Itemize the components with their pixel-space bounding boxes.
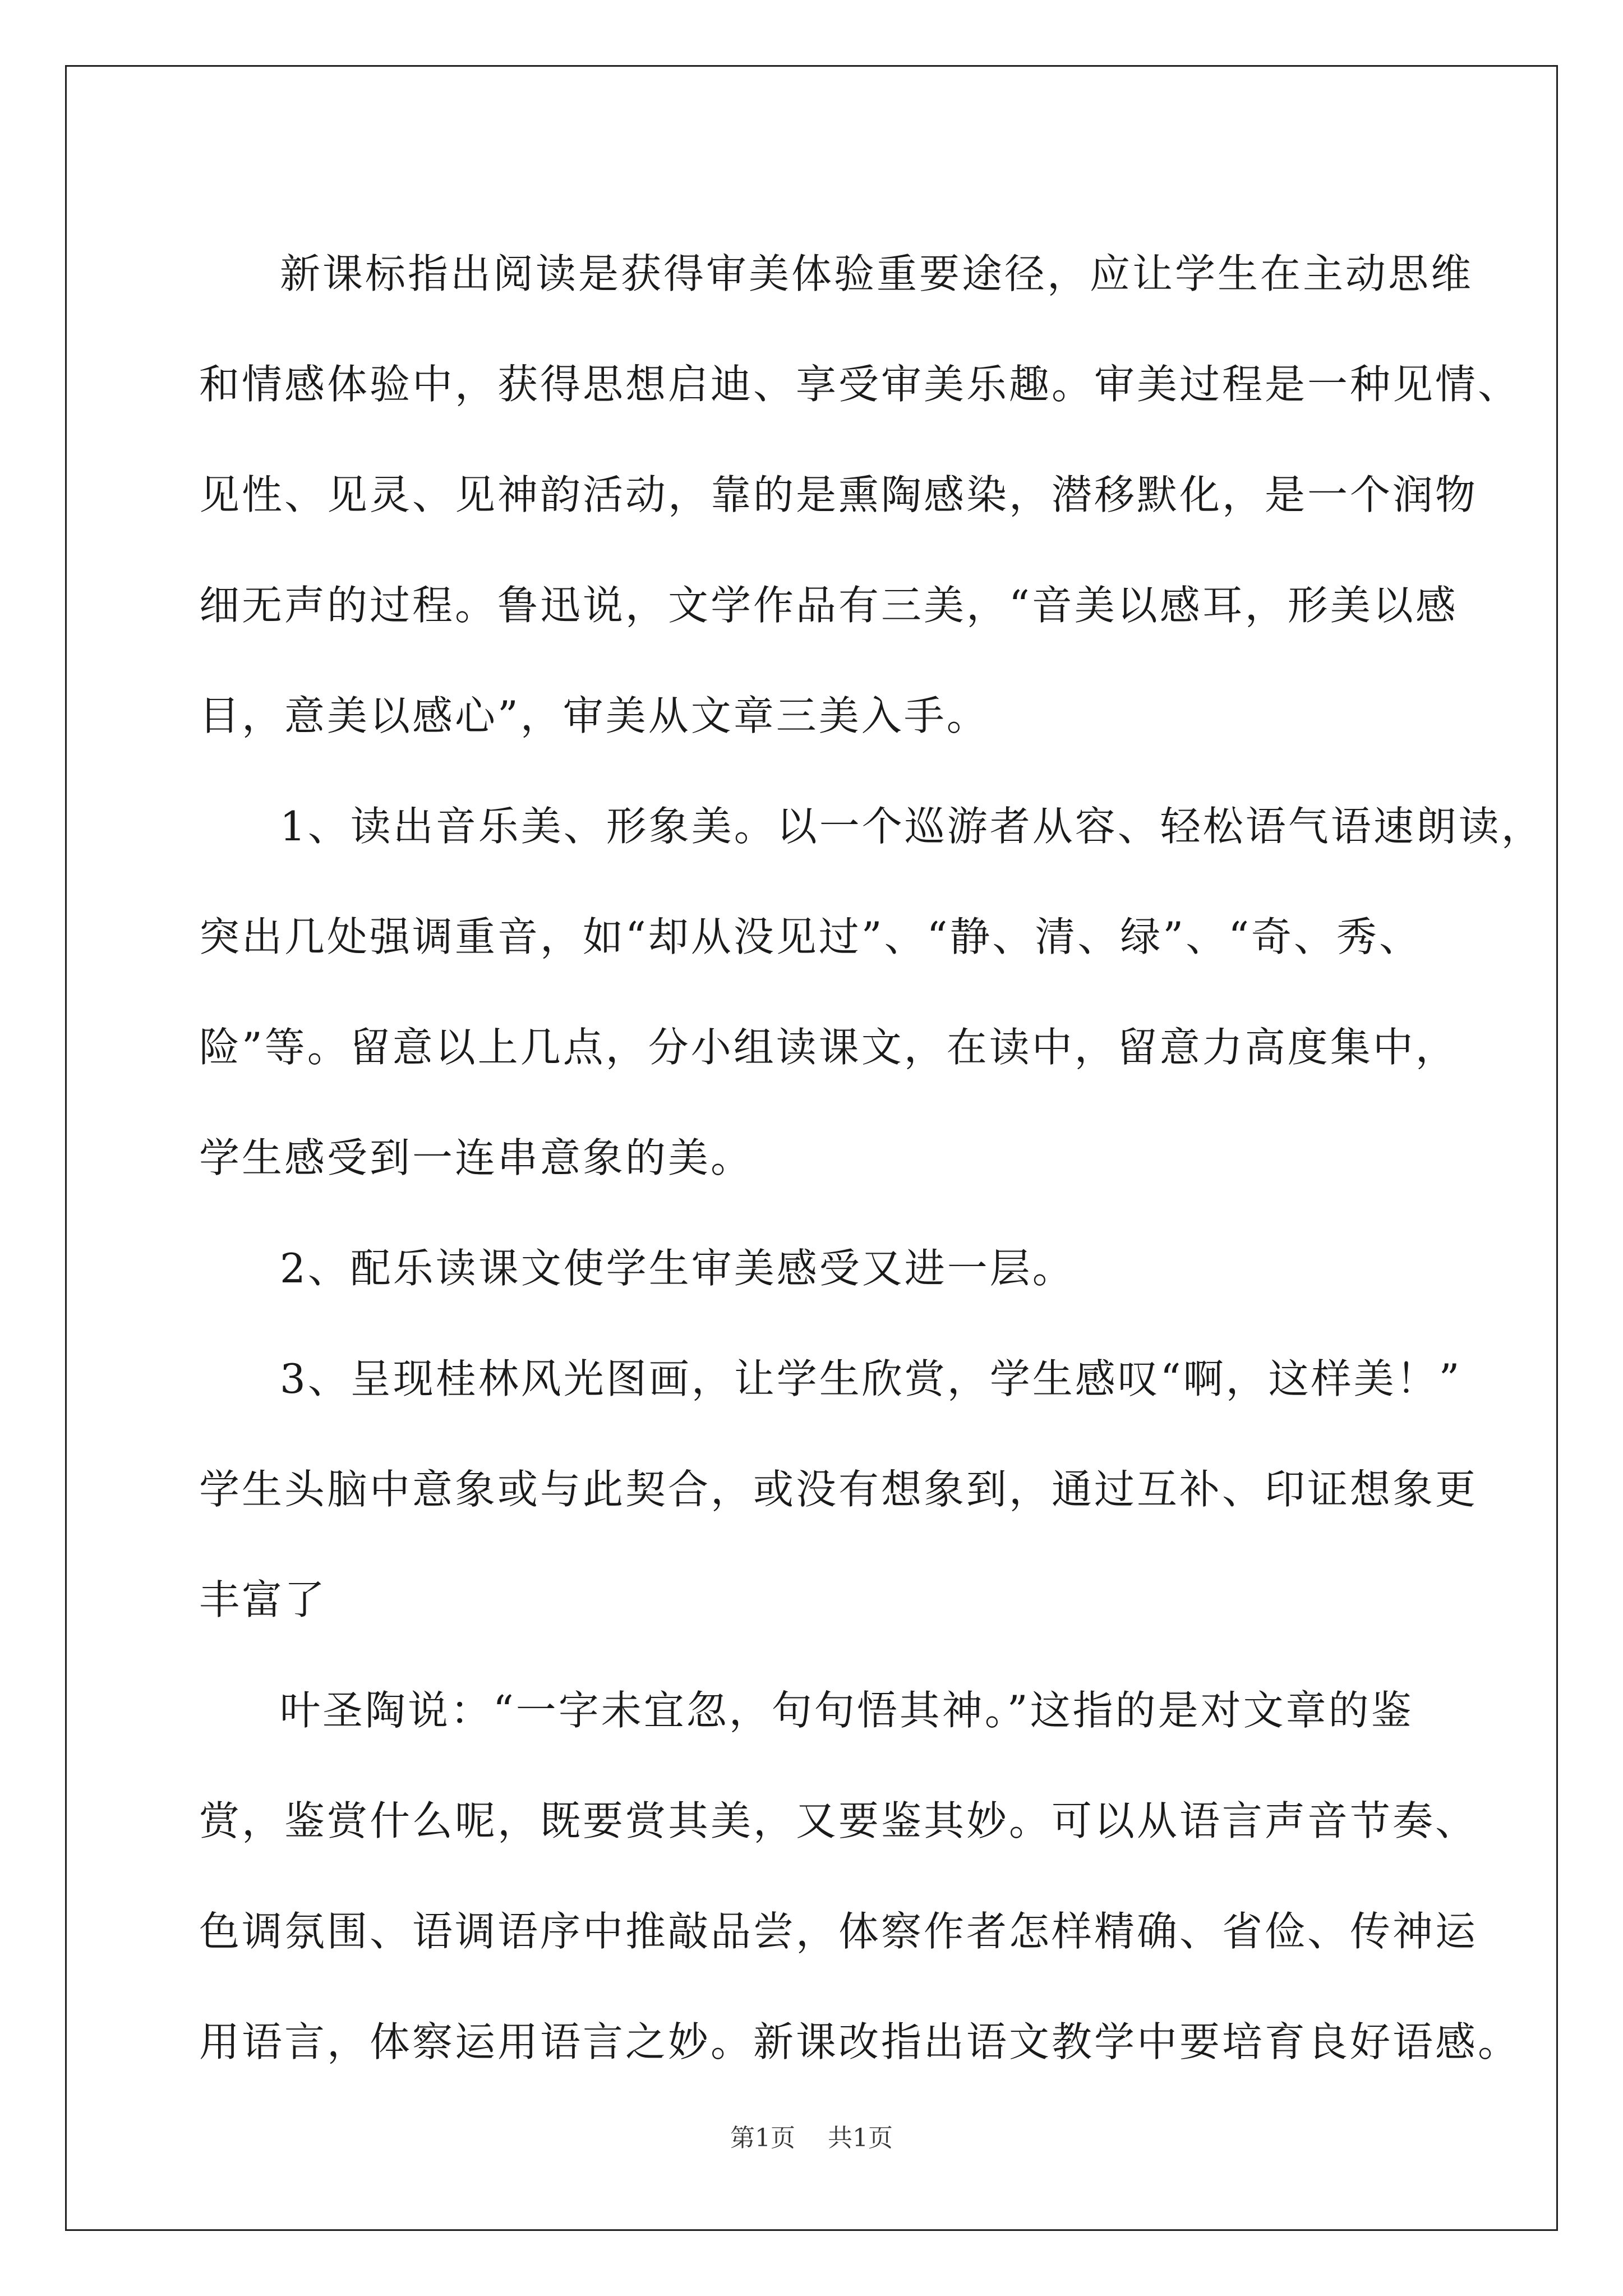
paragraph-1-line-5: 目，意美以感心”，审美从文章三美入手。 [199,692,989,739]
paragraph-2-line-2: 突出几处强调重音，如“却从没见过”、“静、清、绿”、“奇、秀、 [199,913,1422,960]
paragraph-4-line-2: 学生头脑中意象或与此契合，或没有想象到，通过互补、印证想象更 [199,1466,1478,1513]
paragraph-5-line-4: 用语言，体察运用语言之妙。新课改指出语文教学中要培育良好语感。 [199,2018,1521,2065]
paragraph-5-line-1: 叶圣陶说：“一字未宜忽，句句悟其神。”这指的是对文章的鉴 [280,1687,1414,1734]
paragraph-1-line-1: 新课标指出阅读是获得审美体验重要途径，应让学生在主动思维 [280,250,1474,297]
page-number-total: 共1页 [828,2124,893,2152]
paragraph-4-line-1: 3、呈现桂林风光图画，让学生欣赏，学生感叹“啊，这样美！” [280,1355,1462,1402]
paragraph-1-line-2: 和情感体验中，获得思想启迪、享受审美乐趣。审美过程是一种见情、 [199,361,1521,408]
paragraph-2-line-3: 险”等。留意以上几点，分小组读课文，在读中，留意力高度集中， [199,1024,1458,1071]
page-footer [0,2118,1623,2154]
paragraph-5-line-2: 赏，鉴赏什么呢，既要赏其美，又要鉴其妙。可以从语言声音节奏、 [199,1797,1478,1844]
document-body [199,219,1544,2097]
page-number-current: 第1页 [730,2124,795,2152]
paragraph-2-line-4: 学生感受到一连串意象的美。 [199,1134,754,1181]
paragraph-1-line-4: 细无声的过程。鲁迅说，文学作品有三美，“音美以感耳，形美以感 [199,582,1458,629]
paragraph-2-line-1: 1、读出音乐美、形象美。以一个巡游者从容、轻松语气语速朗读， [280,803,1544,850]
paragraph-5-line-3: 色调氛围、语调语序中推敲品尝，体察作者怎样精确、省俭、传神运 [199,1908,1478,1955]
paragraph-1-line-3: 见性、见灵、见神韵活动，靠的是熏陶感染，潜移默化，是一个润物 [199,471,1478,518]
paragraph-4-line-3: 丰富了 [199,1576,328,1623]
paragraph-3-line-1: 2、配乐读课文使学生审美感受又进一层。 [280,1245,1075,1292]
